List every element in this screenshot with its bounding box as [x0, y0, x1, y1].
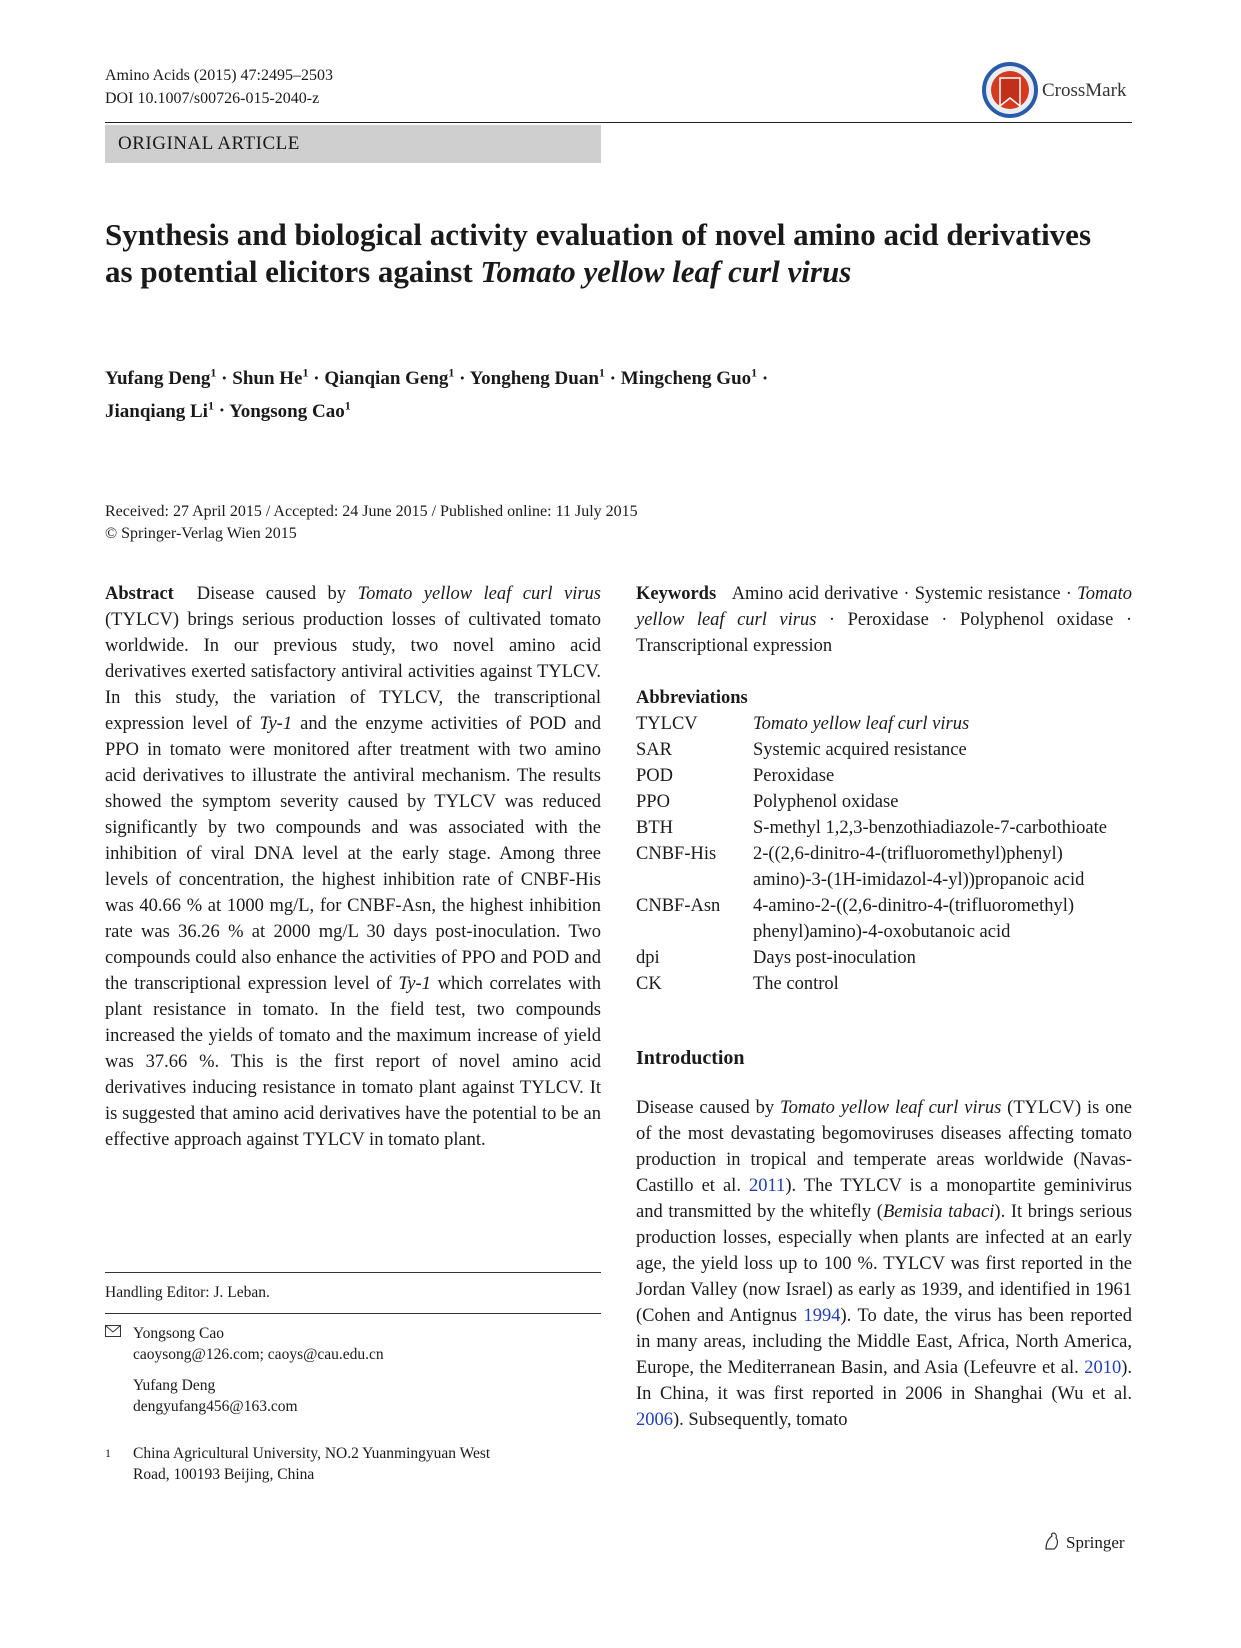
abstract-section	[105, 581, 601, 1153]
article-type-banner: ORIGINAL ARTICLE	[105, 125, 601, 163]
contact-name: Yongsong Cao	[133, 1325, 225, 1342]
copyright: © Springer-Verlag Wien 2015	[105, 525, 297, 542]
abbreviation-row: BTH S-methyl 1,2,3-benzothiadiazole-7-carbothioate	[636, 818, 1107, 838]
crossmark-badge[interactable]	[982, 62, 1132, 118]
author[interactable]: Mingcheng Guo$^1$	[620, 366, 758, 390]
received-accepted-published: Received: 27 April 2015 / Accepted: 24 June 2015 / Published online: 11 July 2015	[105, 503, 638, 520]
publisher-name: Springer	[1066, 1533, 1125, 1552]
introduction-text: Disease caused by Tomato yellow leaf curl virus (TYLCV) is one of the most devastating begomoviruses diseases affecting tomato production in tropical and temperate areas worldwide (Navas-Castillo et al. 2011). The TYLCV is a monopartite geminivirus and transmitted by the whitefly (Bemisia tabaci). It brings serious production losses, especially when plants are infected at an early age, the yield loss up to 100 %. TYLCV was first reported in the Jordan Valley (now Israel) as early as 1939, and identified in 1961 (Cohen and Antignus 1994). To date, the virus has been reported in many areas, including the Middle East, Africa, North America, Europe, the Mediterranean Basin, and Asia (Lefeuvre et al. 2010). In China, it was first reported in 2006 in Shanghai (Wu et al. 2006). Subsequently, tomato	[636, 1098, 1133, 1430]
abstract-text: Abstract Disease caused by Tomato yellow leaf curl virus (TYLCV) brings serious production losses of cultivated tomato worldwide. In our previous study, two novel amino acid derivatives exerted satisfactory antiviral activities against TYLCV. In this study, the variation of TYLCV, the transcriptional expression level of Ty-1 and the enzyme activities of POD and PPO in tomato were monitored after treatment with two amino acid derivatives to illustrate the antiviral mechanism. The results showed the symptom severity caused by TYLCV was reduced significantly by two compounds and was associated with the inhibition of viral DNA level at the early stage. Among three levels of concentration, the highest inhibition rate of CNBF-His was 40.66 % at 1000 mg/L, for CNBF-Asn, the highest inhibition rate was 36.26 % at 2000 mg/L 30 days post-inoculation. Two compounds could also enhance the activities of PPO and POD and the transcriptional expression level of Ty-1 which correlates with plant resistance in tomato. In the field test, two compounds increased the yields of tomato and the maximum increase of yield was 37.66 %. This is the first report of novel amino acid derivatives inducing resistance in tomato plant against TYLCV. It is suggested that amino acid derivatives have the potential to be an effective approach against TYLCV in tomato plant.	[105, 584, 601, 1150]
header-rule	[105, 122, 1132, 123]
author[interactable]: Jianqiang Li$^1$	[105, 398, 214, 422]
abbreviation-row: dpi Days post-inoculation	[636, 948, 916, 968]
handling-editor: Handling Editor: J. Leban.	[105, 1284, 270, 1301]
corresponding-authors	[105, 1323, 601, 1417]
abbreviation-row: SAR Systemic acquired resistance	[636, 740, 967, 760]
journal-citation: Amino Acids (2015) 47:2495–2503	[105, 67, 333, 84]
author[interactable]: Yongheng Duan$^1$	[469, 366, 605, 390]
introduction-heading: Introduction	[636, 1047, 745, 1069]
envelope-icon	[105, 1325, 121, 1337]
keywords-label: Keywords	[636, 584, 717, 604]
affiliation-number: 1	[105, 1446, 111, 1460]
abbreviation-row: PPO Polyphenol oxidase	[636, 792, 899, 812]
abbreviations-list	[636, 711, 1132, 997]
citation-link[interactable]: 2010	[1084, 1358, 1122, 1378]
keywords: Keywords Amino acid derivative · Systemic resistance · Tomato yellow leaf curl virus · Peroxidase · Polyphenol oxidase · Transcriptional expression	[636, 584, 1132, 656]
publisher-logo	[1042, 1531, 1125, 1553]
journal-header	[105, 64, 333, 110]
affiliation-line: Road, 100193 Beijing, China	[133, 1466, 315, 1483]
springer-horse-icon	[1042, 1531, 1062, 1551]
author[interactable]: Shun He$^1$	[232, 366, 309, 390]
abbreviation-row: POD Peroxidase	[636, 766, 835, 786]
footnote-rule-top	[105, 1272, 601, 1273]
title-italic-text: Tomato yellow leaf curl virus	[480, 254, 852, 289]
author-list: Yufang Deng$^1$ · Shun $He^1$ · Qianqian Geng$^1$ · Yongheng Duan$^1$ · Mingcheng Guo$^1$ · Jianqiang $Li^1$ · Yongsong Cao$^1$	[105, 366, 769, 422]
author[interactable]: Qianqian Geng$^1$	[324, 366, 455, 390]
abbreviations-heading: Abbreviations	[636, 688, 748, 708]
affiliation-line: China Agricultural University, NO.2 Yuanmingyuan West	[133, 1445, 491, 1462]
abbreviation-row: CNBF-His 2-((2,6-dinitro-4-(trifluoromethyl)phenyl) amino)-3-(1H-imidazol-4-yl))propanoic acid	[636, 844, 1085, 890]
citation-link[interactable]: 2006	[636, 1410, 673, 1430]
abbreviation-row: CK The control	[636, 974, 839, 994]
contact-email[interactable]: dengyufang456@163.com	[133, 1398, 298, 1415]
affiliation	[105, 1443, 601, 1485]
citation-link[interactable]: 1994	[803, 1306, 841, 1326]
author[interactable]: Yongsong Cao$^1$	[229, 398, 351, 422]
crossmark-label: CrossMark	[1042, 80, 1127, 101]
doi[interactable]: DOI 10.1007/s00726-015-2040-z	[105, 90, 320, 107]
crossmark-icon	[982, 62, 1038, 118]
title-text: Synthesis and biological activity evaluation of novel amino acid derivatives as potential elicitors against	[105, 217, 1092, 289]
abstract-label: Abstract	[105, 584, 174, 604]
abbreviation-row: CNBF-Asn 4-amino-2-((2,6-dinitro-4-(trifluoromethyl) phenyl)amino)-4-oxobutanoic acid	[636, 896, 1075, 942]
author[interactable]: Yufang Deng$^1$	[105, 366, 217, 390]
footnote-rule-bottom	[105, 1313, 601, 1314]
citation-link[interactable]: 2011	[748, 1176, 786, 1196]
contact-name: Yufang Deng	[133, 1377, 216, 1394]
right-column	[636, 581, 1132, 1433]
abbreviation-row: TYLCV Tomato yellow leaf curl virus	[636, 714, 970, 734]
publication-dates	[105, 501, 638, 545]
contact-email[interactable]: caoysong@126.com; caoys@cau.edu.cn	[133, 1346, 384, 1363]
paper-title	[105, 216, 1115, 290]
